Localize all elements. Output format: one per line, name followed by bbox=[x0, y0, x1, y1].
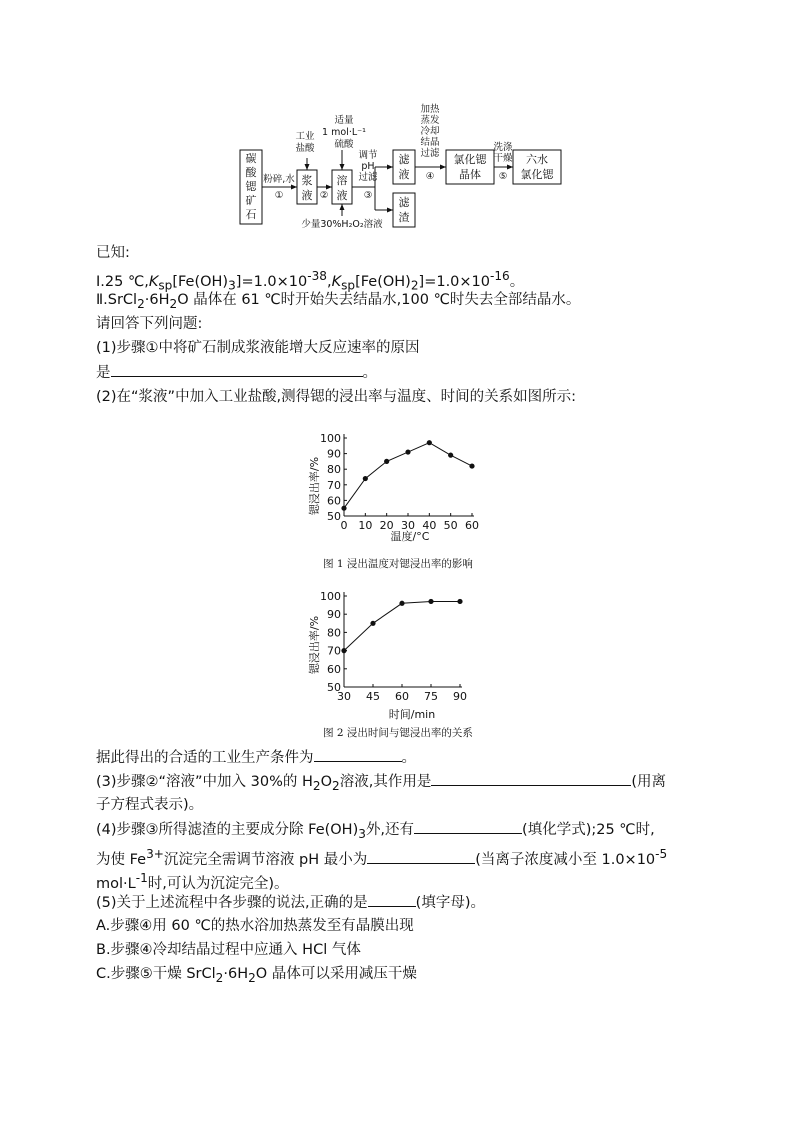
y-tick-label: 60 bbox=[327, 494, 341, 508]
answer-blank[interactable] bbox=[368, 892, 416, 907]
y-tick-label: 50 bbox=[327, 510, 341, 523]
chart2-ylabel: 锶浸出率/% bbox=[308, 615, 321, 675]
step4-label: 加热 bbox=[420, 104, 440, 115]
data-point bbox=[469, 463, 474, 468]
ore-char: 矿 bbox=[245, 194, 257, 207]
question-3: (3)步骤②“溶液”中加入 30%的 $H_2O_2$溶液,其作用是 (用离 bbox=[96, 771, 666, 796]
step2-number: ② bbox=[319, 190, 329, 201]
solution-char: 溶 bbox=[336, 174, 348, 187]
x-tick-label: 50 bbox=[443, 519, 458, 532]
data-point bbox=[363, 476, 368, 481]
product-label: 氯化锶 bbox=[520, 168, 554, 181]
question-4-cont2: $mol\cdot L^{-1}$时,可认为沉淀完全)。 bbox=[96, 871, 289, 892]
y-tick-label: 60 bbox=[327, 662, 341, 676]
answer-blank[interactable] bbox=[414, 819, 522, 834]
step4-label: 结晶 bbox=[420, 137, 440, 148]
product-label: 六水 bbox=[526, 153, 548, 166]
data-point bbox=[384, 459, 389, 464]
data-point bbox=[399, 601, 404, 606]
answer-blank[interactable] bbox=[314, 747, 402, 762]
answer-blank[interactable] bbox=[111, 362, 363, 377]
data-point bbox=[341, 506, 346, 511]
ore-char: 碳 bbox=[245, 152, 257, 165]
question-5: (5)关于上述流程中各步骤的说法,正确的是 (填字母)。 bbox=[96, 892, 485, 913]
h2o2-label: 少量30%H₂O₂溶液 bbox=[301, 219, 383, 230]
chart1-xlabel: 温度/°C bbox=[390, 530, 430, 543]
step5-number: ⑤ bbox=[498, 171, 508, 182]
step4-number: ④ bbox=[425, 171, 435, 182]
question-2-answer-line: 据此得出的合适的工业生产条件为 。 bbox=[96, 747, 416, 768]
crystal-label: 晶体 bbox=[459, 168, 481, 181]
process-flowchart bbox=[230, 100, 570, 232]
y-tick-label: 70 bbox=[327, 478, 341, 492]
chart-time bbox=[300, 583, 500, 743]
x-tick-label: 60 bbox=[395, 690, 409, 703]
step5-label: 干燥 bbox=[493, 153, 513, 164]
known-item-1: Ⅰ.25 $℃,K_{sp}[Fe(OH)_3]=1.0\times 10^{-38},K_{sp}[Fe(OH)_2]=1.0\times 10^{-16}$。 bbox=[96, 269, 525, 293]
option-c: C.步骤⑤干燥 $SrCl_2\cdot 6H_2O$ 晶体可以采用减压干燥 bbox=[96, 966, 417, 985]
x-tick-label: 30 bbox=[337, 690, 351, 703]
residue-char: 滤 bbox=[398, 196, 410, 209]
h2so4-label: 适量 bbox=[334, 115, 354, 126]
filtrate-char: 滤 bbox=[398, 153, 410, 166]
answer-blank[interactable] bbox=[367, 849, 475, 864]
step3-number: ③ bbox=[363, 190, 373, 201]
x-tick-label: 75 bbox=[424, 690, 438, 703]
step5-label: 洗涤 bbox=[493, 142, 513, 153]
data-point bbox=[405, 449, 410, 454]
known-item-2: $Ⅱ.SrCl_2\cdot 6H_2O$ 晶体在 61 ℃时开始失去结晶水,100 ℃时失去全部结晶水。 bbox=[96, 292, 581, 311]
ore-char: 锶 bbox=[245, 180, 257, 193]
x-tick-label: 45 bbox=[366, 690, 380, 703]
x-tick-label: 10 bbox=[358, 519, 373, 532]
chart-temperature bbox=[300, 420, 500, 575]
instruction: 请回答下列问题: bbox=[96, 316, 203, 332]
data-point bbox=[457, 599, 462, 604]
slurry-char: 浆 bbox=[301, 174, 313, 187]
data-point bbox=[428, 599, 433, 604]
question-2: (2)在“浆液”中加入工业盐酸,测得锶的浸出率与温度、时间的关系如图所示: bbox=[96, 389, 577, 405]
y-tick-label: 100 bbox=[320, 590, 341, 603]
step3-label: 过滤 bbox=[358, 172, 378, 183]
slurry-char: 液 bbox=[301, 189, 313, 202]
solution-char: 液 bbox=[336, 189, 348, 202]
h2so4-label: 1 mol·L⁻¹ bbox=[322, 127, 366, 138]
chart2-title: 图 2 浸出时间与锶浸出率的关系 bbox=[323, 727, 473, 739]
residue-char: 渣 bbox=[398, 211, 410, 224]
y-tick-label: 100 bbox=[320, 432, 341, 445]
data-point bbox=[341, 648, 346, 653]
chart2-xlabel: 时间/min bbox=[388, 708, 436, 721]
x-tick-label: 90 bbox=[453, 690, 467, 703]
option-b: B.步骤④冷却结晶过程中应通入 HCl 气体 bbox=[96, 942, 361, 958]
hcl-label: 盐酸 bbox=[295, 143, 315, 154]
filtrate-char: 液 bbox=[398, 168, 410, 181]
ore-char: 石 bbox=[245, 208, 257, 221]
y-tick-label: 90 bbox=[327, 447, 341, 461]
x-tick-label: 40 bbox=[422, 519, 437, 532]
y-tick-label: 80 bbox=[327, 626, 341, 640]
series-line bbox=[344, 601, 460, 650]
h2so4-label: 硫酸 bbox=[334, 139, 354, 150]
step1-number: ① bbox=[274, 190, 284, 201]
question-3-cont: 子方程式表示)。 bbox=[96, 797, 204, 813]
step1-label: 粉碎,水 bbox=[263, 174, 295, 185]
data-point bbox=[370, 621, 375, 626]
x-tick-label: 30 bbox=[401, 519, 415, 532]
step4-label: 冷却 bbox=[420, 126, 440, 137]
crystal-label: 氯化锶 bbox=[453, 153, 487, 166]
y-tick-label: 70 bbox=[327, 644, 341, 658]
x-tick-label: 0 bbox=[340, 519, 348, 532]
option-a: A.步骤④用 60 ℃的热水浴加热蒸发至有晶膜出现 bbox=[96, 918, 414, 934]
data-point bbox=[427, 440, 432, 445]
y-tick-label: 50 bbox=[327, 681, 341, 694]
x-tick-label: 20 bbox=[379, 519, 394, 532]
chart1-title: 图 1 浸出温度对锶浸出率的影响 bbox=[323, 558, 473, 570]
y-tick-label: 80 bbox=[327, 463, 341, 477]
hcl-label: 工业 bbox=[295, 131, 315, 142]
question-4: (4)步骤③所得滤渣的主要成分除 $Fe(OH)_3$外,还有 (填化学式);25 ℃时, bbox=[96, 819, 655, 844]
y-tick-label: 90 bbox=[327, 608, 341, 622]
x-tick-label: 60 bbox=[465, 519, 479, 532]
step4-label: 过滤 bbox=[420, 148, 440, 159]
step3-label: 调节 bbox=[358, 150, 378, 161]
ore-char: 酸 bbox=[245, 166, 257, 179]
step3-label: pH bbox=[361, 161, 375, 172]
known-heading: 已知: bbox=[96, 245, 130, 261]
answer-blank[interactable] bbox=[431, 771, 631, 786]
step4-label: 蒸发 bbox=[420, 115, 440, 126]
question-4-cont: 为使 $Fe^{3+}$沉淀完全需调节溶液 pH 最小为 (当离子浓度减小至 $1.0\times 10^{-5}$ bbox=[96, 847, 668, 868]
question-1: (1)步骤①中将矿石制成浆液能增大反应速率的原因 bbox=[96, 340, 420, 356]
question-1-answer-line: 是 。 bbox=[96, 362, 377, 383]
data-point bbox=[448, 453, 453, 458]
chart1-ylabel: 锶浸出率/% bbox=[308, 456, 321, 516]
